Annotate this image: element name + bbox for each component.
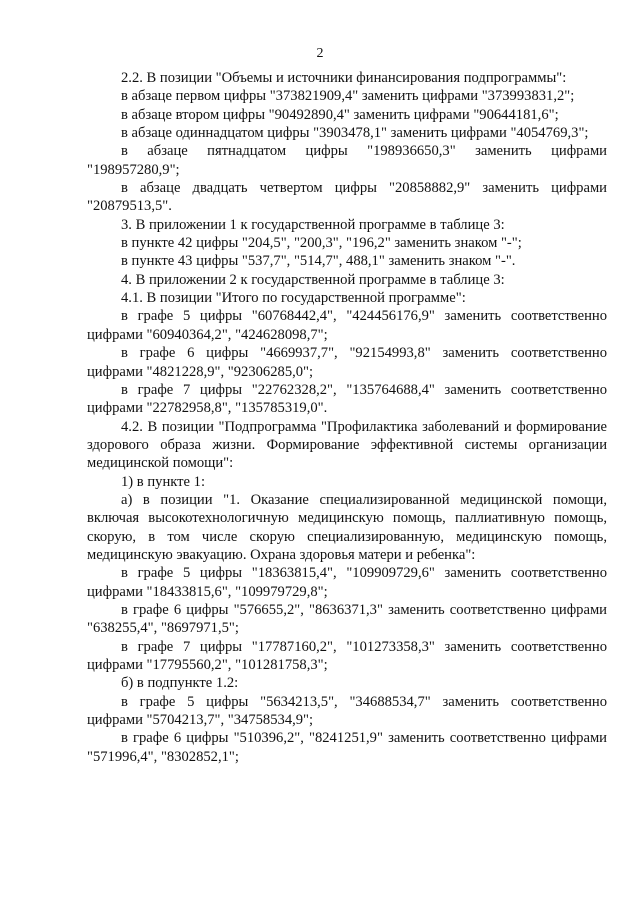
paragraph: 4. В приложении 2 к государственной программе в таблице 3:: [121, 271, 505, 288]
paragraph: 2.2. В позиции "Объемы и источники финансирования подпрограммы":: [121, 70, 567, 86]
paragraph: в графе 6 цифры "510396,2", "8241251,9" заменить соответственно цифрами "571996,4", "8302852,1";: [87, 730, 607, 765]
paragraph: в пункте 42 цифры "204,5", "200,3", "196,2" заменить знаком "-";: [121, 235, 522, 252]
paragraph: в абзаце двадцать четвертом цифры "20858882,9" заменить цифрами "20879513,5".: [87, 180, 607, 215]
paragraph: в абзаце пятнадцатом цифры "198936650,3" заменить цифрами "198957280,9";: [87, 143, 607, 178]
paragraph: 1) в пункте 1:: [121, 473, 206, 490]
paragraph: 3. В приложении 1 к государственной программе в таблице 3:: [121, 216, 505, 233]
paragraph: в графе 7 цифры "22762328,2", "135764688,4" заменить соответственно цифрами "22782958,8", "135785319,0".: [87, 381, 607, 417]
paragraph: в графе 7 цифры "17787160,2", "101273358,3" заменить соответственно цифрами "17795560,2", "101281758,3";: [87, 638, 607, 673]
paragraph: а) в позиции "1. Оказание специализированной медицинской помощи, включая высокотехнологичную медицинскую помощь, паллиативную помощь, скорую, в том числе скорую специализированную, медицинскую помощь, медицинскую эвакуацию. Охрана здоровья матери и ребенка":: [87, 491, 607, 563]
page-number: 2: [316, 46, 324, 61]
document-body: [87, 69, 607, 766]
paragraph: в пункте 43 цифры "537,7", "514,7", 488,1" заменить знаком "-".: [121, 253, 516, 270]
paragraph: 4.1. В позиции "Итого по государственной программе":: [121, 290, 466, 307]
paragraph: в графе 6 цифры "576655,2", "8636371,3" заменить соответственно цифрами "638255,4", "8697971,5";: [87, 601, 607, 637]
paragraph: б) в подпункте 1.2:: [121, 675, 239, 692]
paragraph: в графе 5 цифры "18363815,4", "109909729,6" заменить соответственно цифрами "18433815,6", "109979729,8";: [87, 565, 607, 600]
paragraph: в графе 5 цифры "60768442,4", "424456176,9" заменить соответственно цифрами "60940364,2", "424628098,7";: [87, 308, 607, 343]
paragraph: в графе 5 цифры "5634213,5", "34688534,7" заменить соответственно цифрами "5704213,7", "34758534,9";: [87, 693, 607, 729]
paragraph: в абзаце первом цифры "373821909,4" заменить цифрами "373993831,2";: [121, 88, 575, 105]
paragraph: в абзаце втором цифры "90492890,4" заменить цифрами "90644181,6";: [121, 106, 559, 123]
paragraph: 4.2. В позиции "Подпрограмма "Профилактика заболеваний и формирование здорового образа жизни. Формирование эффективной системы организации медицинской помощи":: [87, 418, 607, 472]
paragraph: в абзаце одиннадцатом цифры "3903478,1" заменить цифрами "4054769,3";: [121, 125, 589, 142]
paragraph: в графе 6 цифры "4669937,7", "92154993,8" заменить соответственно цифрами "4821228,9", "92306285,0";: [87, 345, 607, 380]
